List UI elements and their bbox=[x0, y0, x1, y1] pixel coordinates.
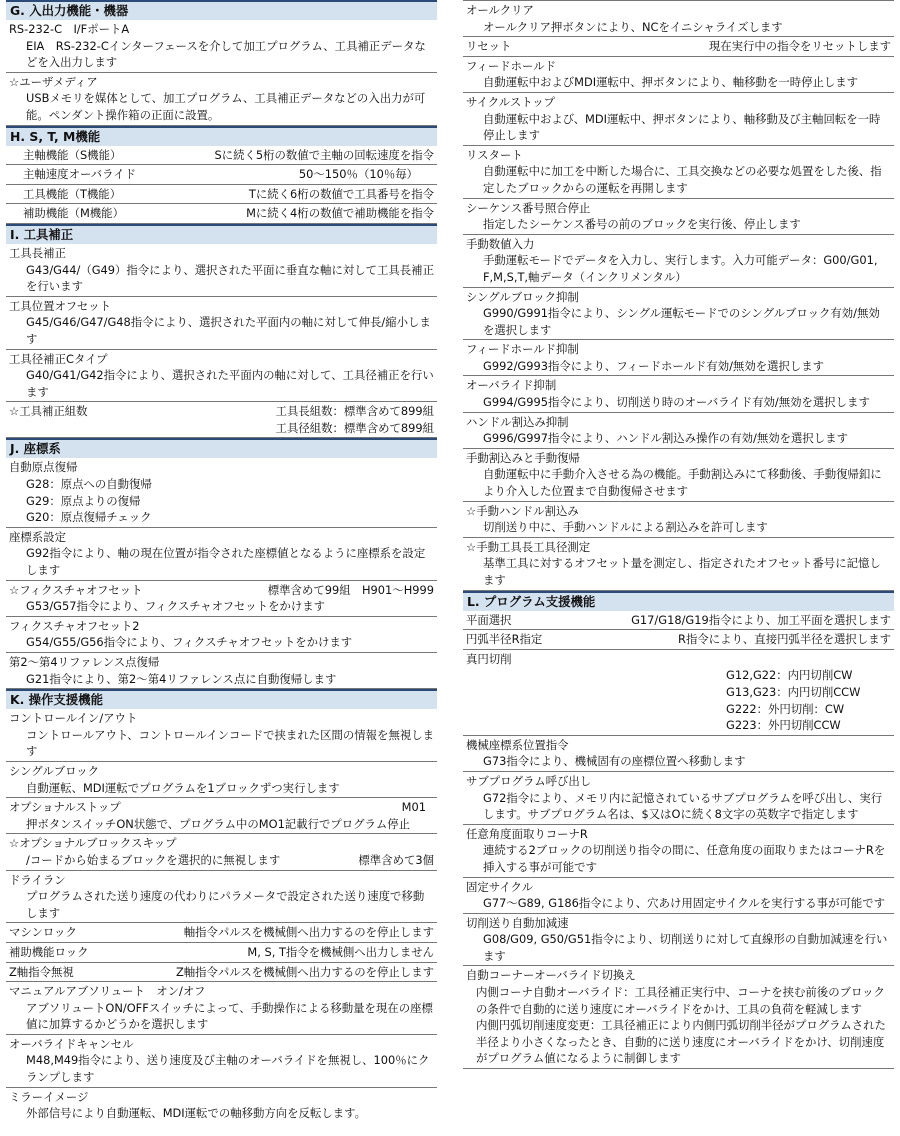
spec-item-single-block bbox=[6, 762, 437, 798]
spec-item-fixture-offset bbox=[6, 581, 437, 617]
item-desc: G992/G993指令により、フィードホールド有効/無効を選択します bbox=[483, 358, 825, 373]
item-desc: G53/G57指令により、フィクスチャオフセットをかけます bbox=[26, 599, 326, 614]
spec-item-mirror-image bbox=[6, 1088, 437, 1123]
item-title: ☆ユーザメディア bbox=[9, 74, 98, 89]
item-desc: 自動運転中および、MDI運転中、押ボタンにより、軸移動及び主軸回転を一時停止します bbox=[483, 111, 881, 143]
item-title: ☆工具補正組数 bbox=[9, 404, 88, 419]
item-title: オーバライドキャンセル bbox=[9, 1036, 134, 1051]
item-desc: G45/G46/G47/G48指令により、選択された平面内の軸に対して伸長/縮小します bbox=[26, 315, 431, 346]
item-desc: EIA RS-232-Cインターフェースを介して加工プログラム、工具補正データなどを入出力します bbox=[26, 38, 426, 70]
spec-item-tool-radius bbox=[6, 350, 437, 403]
spec-item-manual-handle-interrupt bbox=[463, 502, 894, 538]
item-desc: G996/G997指令により、ハンドル割込み操作の有効/無効を選択します bbox=[483, 431, 848, 446]
row-value: 現在実行中の指令をリセットします bbox=[708, 39, 891, 54]
spec-row bbox=[6, 963, 437, 983]
right-column bbox=[463, 0, 894, 1123]
item-title: 工具位置オフセット bbox=[9, 298, 112, 313]
item-desc: 自動運転中に加工を中断した場合に、工具交換などの必要な処置をした後、指定したブロックからの運転を再開します bbox=[483, 164, 882, 195]
item-desc: 外部信号により自動運転、MDI運転での軸移動方向を反転します。 bbox=[26, 1106, 366, 1121]
item-line: G28：原点への自動復帰 bbox=[26, 477, 152, 492]
spec-item-auto-accel bbox=[463, 914, 894, 967]
item-title: 自動原点復帰 bbox=[9, 460, 78, 475]
spec-row bbox=[6, 923, 437, 943]
item-title: フィードホールド抑制 bbox=[466, 342, 579, 357]
item-title: マニュアルアブソリュート オン/オフ bbox=[9, 984, 206, 999]
spec-item-feed-hold-inhibit bbox=[463, 340, 894, 376]
item-title: リスタート bbox=[466, 147, 523, 162]
spec-item-tool-sets bbox=[6, 402, 437, 438]
spec-item-manual-tool-measure bbox=[463, 538, 894, 591]
item-title: オールクリア bbox=[466, 3, 534, 17]
item-desc: アブソリュートON/OFFスイッチによって、手動操作による移動量を現在の座標値に加算するかどうかを選択します bbox=[26, 1000, 433, 1032]
item-title: サブプログラム呼び出し bbox=[466, 773, 592, 788]
item-desc: 自動運転中に手動介入させる為の機能。手動割込みにて移動後、手動復帰釦により介入した位置まで自動復帰させます bbox=[483, 467, 882, 499]
item-desc: G40/G41/G42指令により、選択された平面内の軸に対して、工具径補正を行います bbox=[26, 368, 434, 399]
item-title: RS-232-C I/FポートA bbox=[9, 22, 130, 36]
item-title: シングルブロック抑制 bbox=[466, 289, 579, 304]
item-value: 工具径組数：標準含めて899組 bbox=[275, 420, 434, 435]
item-line: G12,G22：内円切削CW bbox=[726, 668, 853, 683]
item-title: オーバライド抑制 bbox=[466, 378, 557, 393]
item-title: 固定サイクル bbox=[466, 879, 533, 894]
item-title: シーケンス番号照合停止 bbox=[466, 200, 591, 215]
item-desc: 基準工具に対するオフセット量を測定し、指定されたオフセット番号に記憶します bbox=[483, 556, 881, 587]
row-label: マシンロック bbox=[9, 925, 77, 940]
item-desc: G43/G44/（G49）指令により、選択された平面に垂直な軸に対して工具長補正を行います bbox=[26, 262, 434, 294]
spec-item-manual-interrupt bbox=[463, 449, 894, 502]
row-label: 主軸機能（S機能） bbox=[23, 147, 122, 162]
spec-item-tool-length bbox=[6, 244, 437, 297]
item-desc: G994/G995指令により、切削送り時のオーバライド有効/無効を選択します bbox=[483, 395, 870, 410]
item-desc: 自動運転、MDI運転でプログラムを1ブロックずつ実行します bbox=[26, 780, 340, 795]
row-label: 主軸速度オーバライド bbox=[23, 167, 136, 182]
row-value: 軸指令パルスを機械側へ出力するのを停止します bbox=[183, 925, 434, 940]
item-desc: 切削送り中に、手動ハンドルによる割込みを許可します bbox=[483, 520, 768, 535]
section-header-h: H. S, T, M機能 bbox=[6, 126, 437, 146]
item-desc: 内側円弧切削速度変更：工具径補正により内側円弧切削半径がプログラムされた半径より小さくなったとき、自動的に送り速度にオーバライドをかけ、切削速度がプログラム値になるように制御します bbox=[476, 1018, 886, 1066]
item-title: ☆手動ハンドル割込み bbox=[466, 503, 579, 518]
item-title: ☆オプショナルブロックスキップ bbox=[9, 836, 177, 851]
row-label: 円弧半径R指定 bbox=[466, 632, 543, 647]
section-header-k: K. 操作支援機能 bbox=[6, 689, 437, 709]
spec-item-all-clear bbox=[463, 0, 894, 37]
section-header-l: L. プログラム支援機能 bbox=[463, 591, 894, 611]
item-line: G13,G23：内円切削CCW bbox=[726, 684, 861, 699]
item-desc: G990/G991指令により、シングル運転モードでのシングルブロック有効/無効を選択します bbox=[483, 306, 880, 337]
item-desc: オールクリア押ボタンにより、NCをイニシャライズします bbox=[483, 19, 783, 34]
item-title: ☆フィクスチャオフセット bbox=[9, 582, 143, 597]
row-label: 補助機能（M機能） bbox=[23, 206, 124, 221]
item-desc: プログラムされた送り速度の代わりにパラメータで設定された送り速度で移動します bbox=[26, 889, 425, 920]
spec-item-manual-input bbox=[463, 235, 894, 288]
spec-item-rs232 bbox=[6, 20, 437, 73]
spec-item-optional-stop bbox=[6, 798, 437, 834]
spec-item-coord-setting bbox=[6, 528, 437, 581]
row-value: Mに続く4桁の数値で補助機能を指令 bbox=[246, 206, 434, 221]
item-desc: 押ボタンスイッチON状態で、プログラム中のMO1記載行でプログラム停止 bbox=[26, 816, 410, 831]
spec-row bbox=[463, 611, 894, 631]
item-title: 工具径補正Cタイプ bbox=[9, 351, 108, 366]
item-desc: 手動運転モードでデータを入力し、実行します。入力可能データ：G00/G01, F,M,S,T,軸データ（インクリメンタル） bbox=[483, 253, 878, 284]
spec-row bbox=[6, 165, 437, 185]
spec-item-manual-absolute bbox=[6, 982, 437, 1035]
spec-item-subprogram bbox=[463, 772, 894, 825]
item-desc: G92指令により、軸の現在位置が指令された座標値となるように座標系を設定します bbox=[26, 546, 426, 578]
row-value: R指令により、直接円弧半径を選択します bbox=[678, 632, 891, 647]
item-title: 切削送り自動加減速 bbox=[466, 915, 569, 930]
item-value: 標準含めて99組 H901〜H999 bbox=[267, 582, 434, 597]
item-desc: G08/G09, G50/G51指令により、切削送りに対して直線形の自動加減速を行います bbox=[483, 932, 888, 963]
row-value: Z軸指令パルスを機械側へ出力するのを停止します bbox=[175, 964, 434, 979]
item-desc: 内側コーナ自動オーバライド：工具径補正実行中、コーナを挟む前後のブロックの条件で自動的に送り速度にオーバライドをかけ、工具の負荷を軽減します bbox=[476, 985, 885, 1016]
item-desc: USBメモリを媒体として、加工プログラム、工具補正データなどの入出力が可能。ペンダント操作箱の正面に設置。 bbox=[26, 91, 426, 122]
item-desc: G72指令により、メモリ内に記憶されているサブプログラムを呼び出し、実行します。サブプログラム名は、$又はOに続く8文字の英数字で指定します bbox=[483, 790, 883, 822]
item-title: 手動数値入力 bbox=[466, 236, 535, 251]
spec-row bbox=[6, 943, 437, 963]
item-desc: G21指令により、第2〜第4リファレンス点に自動復帰します bbox=[26, 671, 337, 686]
row-label: 平面選択 bbox=[466, 612, 512, 627]
spec-item-block-skip bbox=[6, 834, 437, 870]
item-desc: G54/G55/G56指令により、フィクスチャオフセットをかけます bbox=[26, 635, 353, 650]
item-title: ドライラン bbox=[9, 872, 66, 887]
item-title: 自動コーナーオーバライド切換え bbox=[466, 968, 636, 983]
spec-row bbox=[6, 204, 437, 224]
row-label: 補助機能ロック bbox=[9, 944, 89, 959]
spec-item-handle-interrupt-inhibit bbox=[463, 413, 894, 449]
item-title: オプショナルストップ bbox=[9, 800, 121, 815]
item-title: コントロールイン/アウト bbox=[9, 711, 138, 726]
spec-item-feed-hold bbox=[463, 57, 894, 93]
spec-item-usb bbox=[6, 73, 437, 126]
spec-item-sequence-stop bbox=[463, 199, 894, 235]
item-title: シングルブロック bbox=[9, 763, 100, 778]
spec-row bbox=[463, 630, 894, 650]
item-title: 機械座標系位置指令 bbox=[466, 737, 569, 752]
row-value: G17/G18/G19指令により、加工平面を選択します bbox=[631, 612, 891, 627]
item-value: M01 bbox=[401, 800, 426, 815]
spec-item-override-inhibit bbox=[463, 376, 894, 412]
spec-item-machine-coord bbox=[463, 736, 894, 772]
item-title: ☆手動工具長工具径測定 bbox=[466, 539, 591, 554]
item-title: ミラーイメージ bbox=[9, 1089, 89, 1104]
item-desc: M48,M49指令により、送り速度及び主軸のオーバライドを無視し、100％にクランプします bbox=[26, 1053, 430, 1085]
left-column bbox=[6, 0, 437, 1123]
item-title: 座標系設定 bbox=[9, 529, 66, 544]
spec-item-override-cancel bbox=[6, 1035, 437, 1088]
spec-item-canned-cycle bbox=[463, 878, 894, 914]
item-desc: /コードから始まるブロックを選択的に無視します bbox=[26, 852, 281, 867]
section-header-j: J. 座標系 bbox=[6, 438, 437, 458]
item-line: G20：原点復帰チェック bbox=[26, 510, 152, 525]
row-label: リセット bbox=[466, 39, 512, 54]
row-value: Tに続く6桁の数値で工具番号を指令 bbox=[248, 186, 434, 201]
item-title: ハンドル割込み抑制 bbox=[466, 414, 569, 429]
item-title: 工具長補正 bbox=[9, 245, 66, 260]
item-title: サイクルストップ bbox=[466, 94, 556, 109]
row-label: Z軸指令無視 bbox=[9, 964, 74, 979]
spec-item-chamfer-corner bbox=[463, 825, 894, 878]
item-title: フィクスチャオフセット2 bbox=[9, 618, 140, 633]
item-value: 工具長組数：標準含めて899組 bbox=[275, 404, 434, 419]
item-line: G29：原点よりの復帰 bbox=[26, 493, 141, 508]
row-value: 50〜150％（10％毎） bbox=[298, 167, 418, 182]
item-desc: 自動運転中およびMDI運転中、押ボタンにより、軸移動を一時停止します bbox=[483, 75, 859, 90]
spec-item-reference-return bbox=[6, 653, 437, 689]
spec-item-cycle-stop bbox=[463, 93, 894, 146]
row-label: 工具機能（T機能） bbox=[23, 186, 122, 201]
item-desc: コントロールアウト、コントロールインコードで挟まれた区間の情報を無視します bbox=[26, 727, 435, 759]
item-desc: 連続する2ブロックの切削送り指令の間に、任意角度の面取りまたはコーナRを挿入する事が可能です bbox=[483, 843, 886, 874]
row-value: Sに続く5桁の数値で主軸の回転速度を指令 bbox=[214, 147, 434, 162]
spec-item-circle-cutting bbox=[463, 650, 894, 736]
item-title: 第2〜第4リファレンス点復帰 bbox=[9, 655, 160, 669]
spec-item-single-block-inhibit bbox=[463, 288, 894, 341]
spec-row bbox=[6, 146, 437, 166]
row-value: M, S, T指令を機械側へ出力しません bbox=[247, 944, 434, 959]
section-header-g: G. 入出力機能・機器 bbox=[6, 0, 437, 20]
item-line: G223：外円切削CCW bbox=[726, 718, 841, 733]
spec-item-control-in-out bbox=[6, 709, 437, 762]
item-desc: G73指令により、機械固有の座標位置へ移動します bbox=[483, 754, 746, 769]
spec-row-reset bbox=[463, 37, 894, 57]
spec-item-corner-override bbox=[463, 966, 894, 1069]
spec-item-dry-run bbox=[6, 871, 437, 924]
item-title: フィードホールド bbox=[466, 58, 556, 73]
section-header-i: I. 工具補正 bbox=[6, 224, 437, 244]
spec-item-origin-return bbox=[6, 458, 437, 527]
item-title: 真円切削 bbox=[466, 651, 512, 666]
item-desc: G77〜G89, G186指令により、穴あけ用固定サイクルを実行する事が可能です bbox=[483, 896, 886, 911]
spec-row bbox=[6, 185, 437, 205]
item-title: 手動割込みと手動復帰 bbox=[466, 450, 580, 465]
item-desc: 指定したシーケンス番号の前のブロックを実行後、停止します bbox=[483, 217, 801, 232]
item-line: G222：外円切削：CW bbox=[726, 701, 845, 716]
item-title: 任意角度面取りコーナR bbox=[466, 826, 588, 841]
spec-item-restart bbox=[463, 146, 894, 199]
item-value: 標準含めて3個 bbox=[358, 852, 434, 867]
spec-item-fixture-offset-2 bbox=[6, 617, 437, 653]
spec-item-tool-position bbox=[6, 297, 437, 350]
